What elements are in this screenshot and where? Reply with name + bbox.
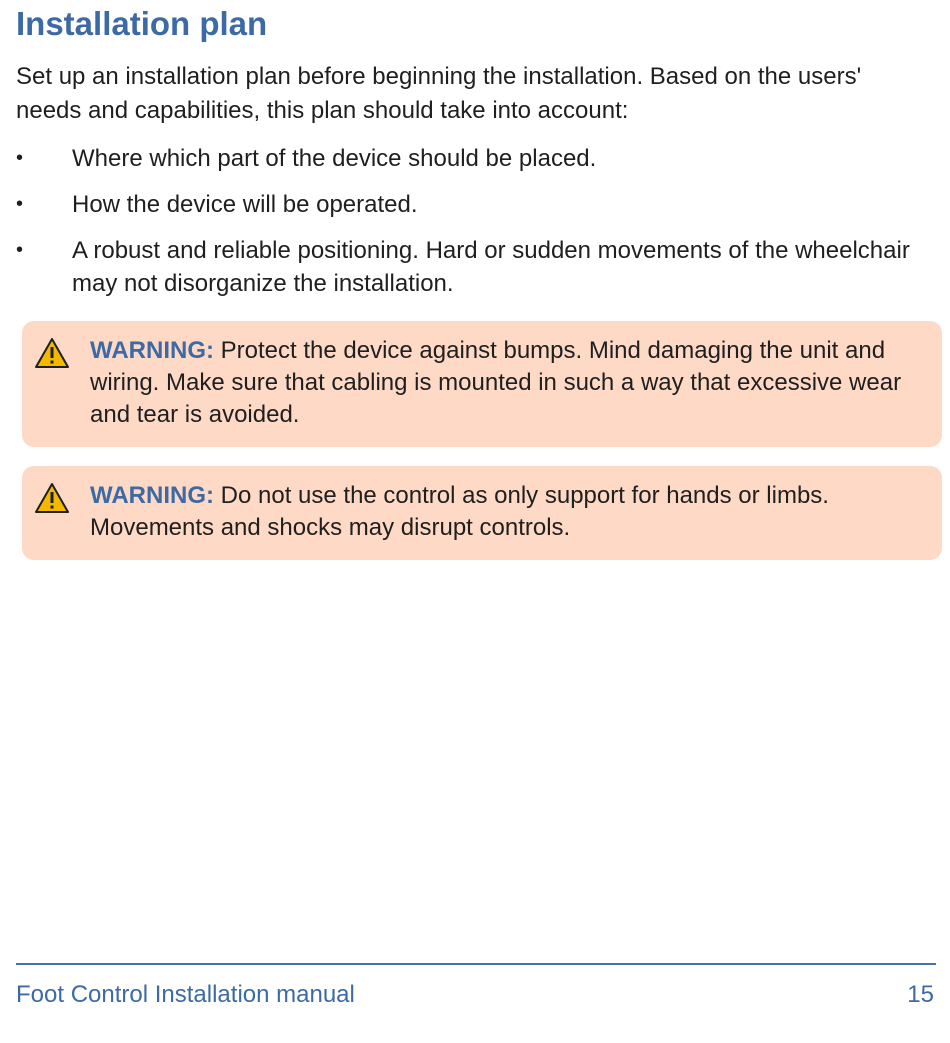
bullet-icon: • xyxy=(16,193,24,215)
warning-box xyxy=(22,321,942,447)
warning-label: WARNING: xyxy=(90,482,214,509)
list-item xyxy=(16,188,926,221)
warning-box xyxy=(22,466,942,560)
warning-label: WARNING: xyxy=(90,337,214,364)
footer-title: Foot Control Installation manual xyxy=(16,981,355,1008)
bullet-icon: • xyxy=(16,239,24,261)
page-title: Installation plan xyxy=(16,5,268,42)
requirements-list xyxy=(16,142,926,313)
warning-text: Do not use the control as only support for hands or limbs. Movements and shocks may disrupt controls. xyxy=(90,482,829,541)
warning-text: Protect the device against bumps. Mind damaging the unit and wiring. Make sure that cabling is mounted in such a way that excessive wear and tear is avoided. xyxy=(90,337,902,428)
bullet-icon: • xyxy=(16,147,24,169)
intro-paragraph: Set up an installation plan before beginning the installation. Based on the users' needs and capabilities, this plan should take into account: xyxy=(16,63,862,124)
list-item-text: A robust and reliable positioning. Hard or sudden movements of the wheelchair may not disorganize the installation. xyxy=(72,237,910,297)
list-item xyxy=(16,142,926,175)
page-number: 15 xyxy=(907,981,934,1008)
warning-triangle-icon xyxy=(34,337,70,369)
list-item-text: Where which part of the device should be placed. xyxy=(72,145,597,172)
warning-triangle-icon xyxy=(34,482,70,514)
footer-divider xyxy=(16,963,936,965)
list-item-text: How the device will be operated. xyxy=(72,191,418,218)
list-item xyxy=(16,234,926,300)
